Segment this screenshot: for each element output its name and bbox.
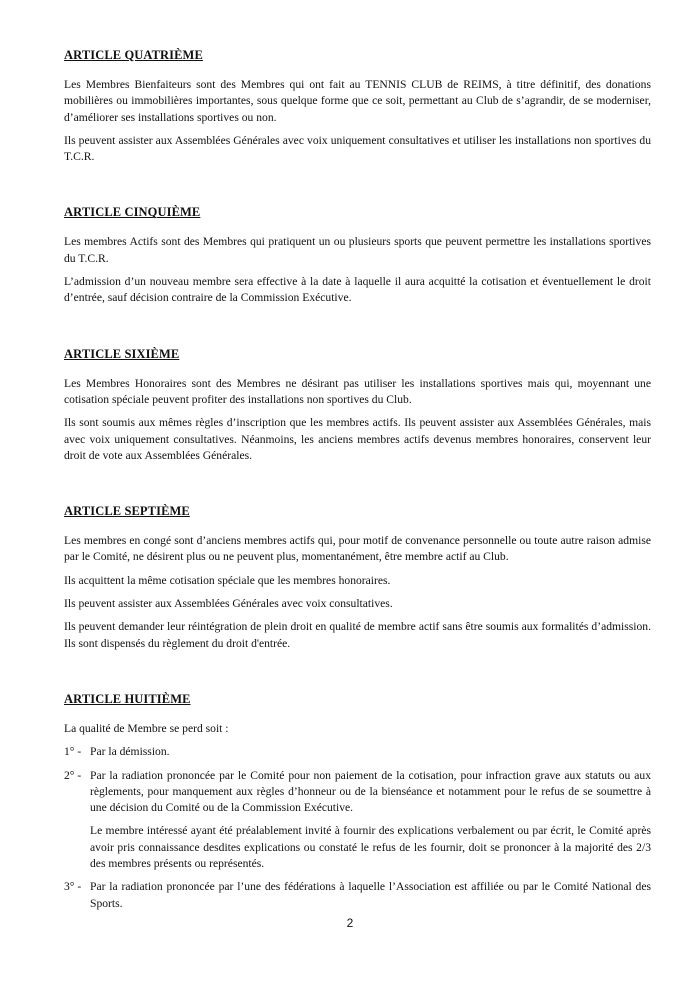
article-intro: La qualité de Membre se perd soit : — [64, 721, 229, 735]
numbered-item — [64, 744, 651, 760]
item-body — [90, 879, 651, 912]
article-paragraph: Ils acquittent la même cotisation spéciale que les membres honoraires. — [64, 573, 391, 587]
numbered-item — [64, 879, 651, 912]
article-paragraph: Les Membres Honoraires sont des Membres ne désirant pas utiliser les installations sportives mais qui, moyennant une cotisation spéciale peuvent profiter des installations non sportives du Club. — [64, 376, 651, 406]
item-number: 3° - — [64, 880, 82, 894]
article-heading: ARTICLE CINQUIÈME — [64, 205, 201, 220]
item-body — [90, 768, 651, 873]
item-paragraph: Par la démission. — [90, 745, 170, 759]
article-paragraph: Ils peuvent demander leur réintégration de plein droit en qualité de membre actif sans être soumis aux formalités d’admission. Ils sont dispensés du règlement du droit d'entrée. — [64, 620, 651, 650]
article-paragraph: Les Membres Bienfaiteurs sont des Membres qui ont fait au TENNIS CLUB de REIMS, à titre définitif, des donations mobilières ou immobilières importantes, sous quelque forme que ce soit, permettant au Club de s’agrandir, de se moderniser, d’améliorer ses installations sportives ou non. — [64, 78, 651, 124]
article-sixieme — [64, 347, 651, 464]
article-paragraph: Ils peuvent assister aux Assemblées Générales avec voix uniquement consultatives et utiliser les installations non sportives du T.C.R. — [64, 133, 651, 164]
page-content — [64, 48, 651, 952]
article-septieme — [64, 504, 651, 652]
item-paragraph: Le membre intéressé ayant été préalablement invité à fournir des explications verbalement ou par écrit, le Comité après avoir pris connaissance desdites explications ou constaté le refus de les fournir, doit se prononcer à la majorité des 2/3 des membres présents ou représentés. — [90, 824, 651, 871]
article-paragraph: L’admission d’un nouveau membre sera effective à la date à laquelle il aura acquitté la cotisation et éventuellement le droit d’entrée, sauf décision contraire de la Commission Exécutive. — [64, 275, 651, 305]
item-number: 2° - — [64, 768, 82, 782]
page-number: 2 — [346, 916, 354, 930]
article-paragraph: Ils sont soumis aux mêmes règles d’inscription que les membres actifs. Ils peuvent assister aux Assemblées Générales, mais avec voix uniquement consultatives. Néanmoins, les anciens membres actifs devenus membres honoraires, conservent leur droit de vote aux Assemblées Générales. — [64, 416, 651, 462]
numbered-item — [64, 768, 651, 873]
article-heading: ARTICLE SEPTIÈME — [64, 504, 190, 519]
article-heading: ARTICLE QUATRIÈME — [64, 48, 203, 62]
article-heading: ARTICLE HUITIÈME — [64, 691, 191, 706]
article-quatrieme — [64, 48, 651, 165]
item-number: 1° - — [64, 745, 82, 759]
article-huitieme — [64, 692, 651, 912]
article-cinquieme — [64, 205, 651, 306]
item-paragraph: Par la radiation prononcée par l’une des fédérations à laquelle l’Association est affiliée ou par le Comité National des Sports. — [90, 880, 651, 910]
item-body — [90, 744, 651, 760]
article-paragraph: Les membres Actifs sont des Membres qui pratiquent un ou plusieurs sports que peuvent permettre les installations sportives du T.C.R. — [64, 235, 651, 265]
article-paragraph: Les membres en congé sont d’anciens membres actifs qui, pour motif de convenance personnelle ou toute autre raison admise par le Comité, ne désirent plus ou ne peuvent plus, momentanément, être membre actif au Club. — [64, 534, 651, 564]
article-heading: ARTICLE SIXIÈME — [64, 346, 180, 361]
item-paragraph: Par la radiation prononcée par le Comité pour non paiement de la cotisation, pour infraction grave aux statuts ou aux règlements, pour manquement aux règles d’honneur ou de la bienséance et notamment pour le refus de se soumettre à une décision du Comité ou de la Commission Exécutive. — [90, 768, 651, 815]
article-paragraph: Ils peuvent assister aux Assemblées Générales avec voix consultatives. — [64, 597, 393, 611]
